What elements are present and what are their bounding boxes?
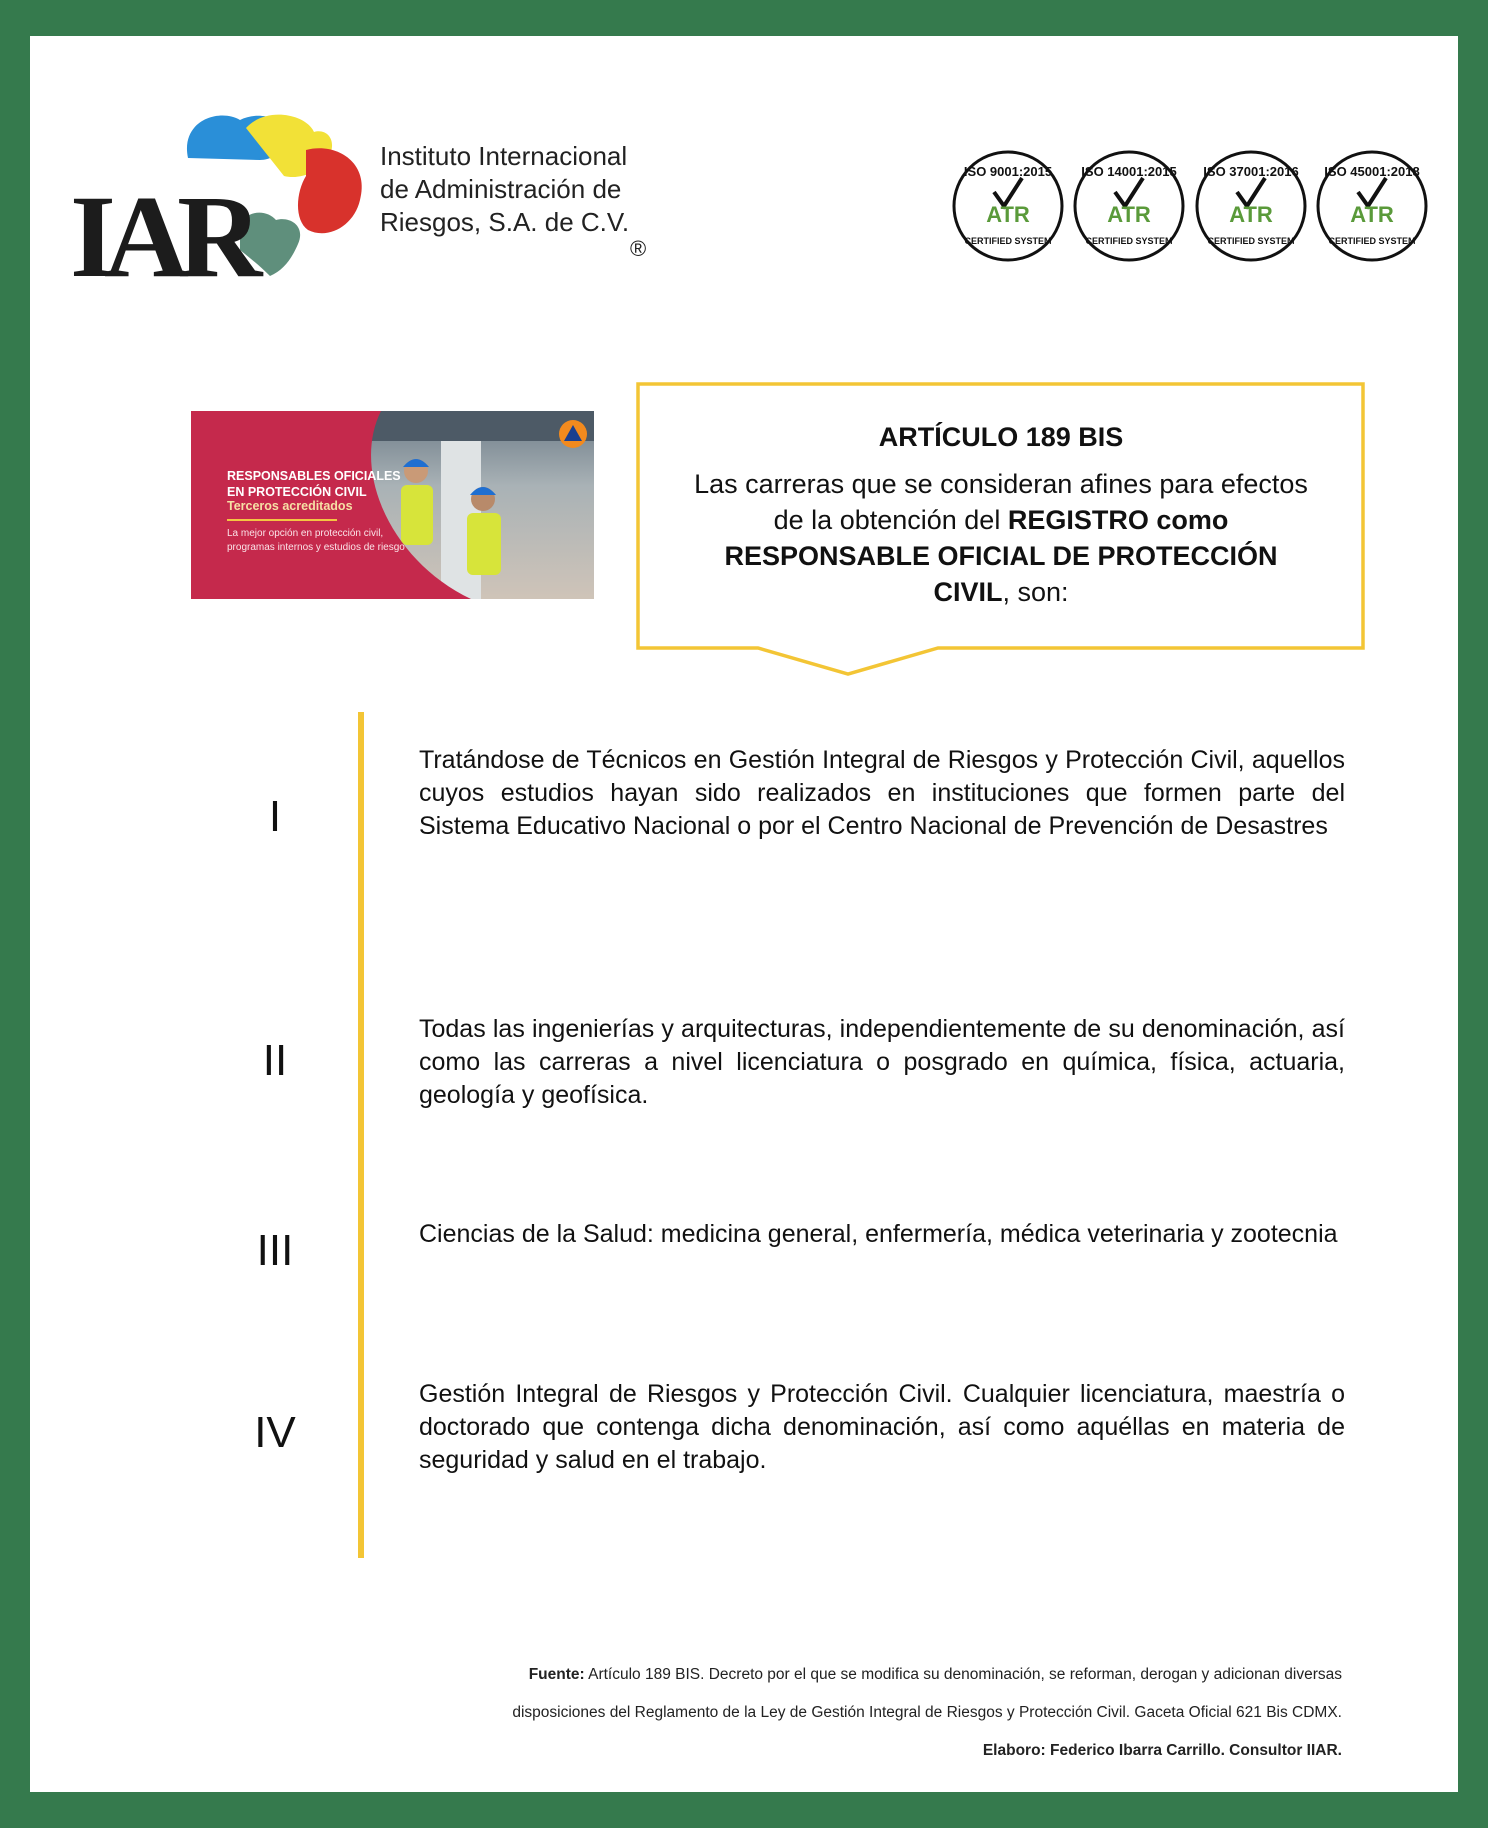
source-footer <box>330 1656 1342 1770</box>
article-intro-bold: REGISTRO como RESPONSABLE OFICIAL DE PROTECCIÓN CIVIL <box>724 505 1278 607</box>
iso-14001-seal <box>1071 148 1187 264</box>
banner-title-line: RESPONSABLES OFICIALES <box>227 469 401 483</box>
seal-ring-text: CERTIFIED SYSTEM <box>1328 236 1416 246</box>
seal-standard: ISO 37001:2016 <box>1202 164 1299 179</box>
iso-9001-seal <box>950 148 1066 264</box>
iar-logo <box>70 80 370 290</box>
seal-mark: ATR <box>986 202 1030 227</box>
org-name-line: Instituto Internacional <box>380 141 628 171</box>
seal-ring-text: CERTIFIED SYSTEM <box>1085 236 1173 246</box>
document-page <box>30 36 1458 1792</box>
seal-mark: ATR <box>1350 202 1394 227</box>
item-text: Tratándose de Técnicos en Gestión Integral de Riesgos y Protección Civil, aquellos cuyos estudios hayan sido realizados en instituciones que formen parte del Sistema Educativo Nacional o por el Centro Nacional de Prevención de Desastres <box>419 746 1345 840</box>
item-text: Gestión Integral de Riesgos y Protección Civil. Cualquier licenciatura, maestría o doctorado que contenga dicha denominación, así como aquéllas en materia de seguridad y salud en el trabajo. <box>419 1380 1345 1474</box>
seal-ring-text: CERTIFIED SYSTEM <box>964 236 1052 246</box>
seal-standard: ISO 45001:2018 <box>1324 164 1420 179</box>
source-line <box>330 1656 1342 1694</box>
timeline-line <box>358 712 364 1558</box>
item-text: Ciencias de la Salud: medicina general, enfermería, médica veterinaria y zootecnia <box>419 1220 1338 1248</box>
certification-seals <box>950 128 1430 308</box>
article-intro-end: , son: <box>1002 577 1069 607</box>
article-title: ARTÍCULO 189 BIS <box>878 422 1124 452</box>
article-intro <box>686 466 1316 610</box>
iso-45001-seal <box>1314 148 1430 264</box>
author-credit <box>330 1732 1342 1770</box>
article-callout <box>636 382 1366 682</box>
banner-title-line: EN PROTECCIÓN CIVIL <box>227 485 367 499</box>
iso-37001-seal <box>1193 148 1309 264</box>
source-label: Fuente: <box>528 1666 585 1683</box>
org-name-line: de Administración de <box>380 174 622 204</box>
banner-tagline <box>227 527 405 555</box>
item-numeral: II <box>262 1036 288 1085</box>
civil-protection-banner <box>191 411 594 599</box>
civil-protection-icon <box>558 419 588 449</box>
source-line-2: disposiciones del Reglamento de la Ley de Gestión Integral de Riesgos y Protección Civil. Gaceta Oficial 621 Bis CDMX. <box>512 1704 1342 1721</box>
registered-mark: ® <box>630 236 647 261</box>
item-numeral: IV <box>254 1408 296 1457</box>
item-text: Todas las ingenierías y arquitecturas, independientemente de su denominación, así como las carreras a nivel licenciatura o posgrado en química, física, actuaria, geología y geofísica. <box>419 1015 1345 1109</box>
seal-mark: ATR <box>1107 202 1152 227</box>
source-text: Artículo 189 BIS. Decreto por el que se modifica su denominación, se reforman, derogan y adicionan diversas <box>584 1666 1342 1683</box>
seal-standard: ISO 14001:2015 <box>1081 164 1178 179</box>
author-text: Elaboro: Federico Ibarra Carrillo. Consultor IIAR. <box>982 1742 1342 1759</box>
banner-tagline-line: La mejor opción en protección civil, <box>227 528 384 539</box>
item-numeral: III <box>256 1226 294 1275</box>
article-intro-text: Las carreras que se consideran afines para efectos de la obtención del <box>694 469 1308 535</box>
seal-ring-text: CERTIFIED SYSTEM <box>1207 236 1295 246</box>
item-numeral: I <box>268 792 282 841</box>
org-name <box>380 140 629 239</box>
banner-title <box>227 468 401 500</box>
banner-tagline-line: programas internos y estudios de riesgo <box>227 542 405 553</box>
seal-standard: ISO 9001:2015 <box>963 164 1053 179</box>
seal-mark: ATR <box>1228 202 1273 227</box>
org-name-line: Riesgos, S.A. de C.V. <box>380 207 630 237</box>
banner-subtitle: Terceros acreditados <box>227 499 353 513</box>
logo-text: IAR <box>70 171 251 290</box>
banner-divider <box>227 519 337 521</box>
